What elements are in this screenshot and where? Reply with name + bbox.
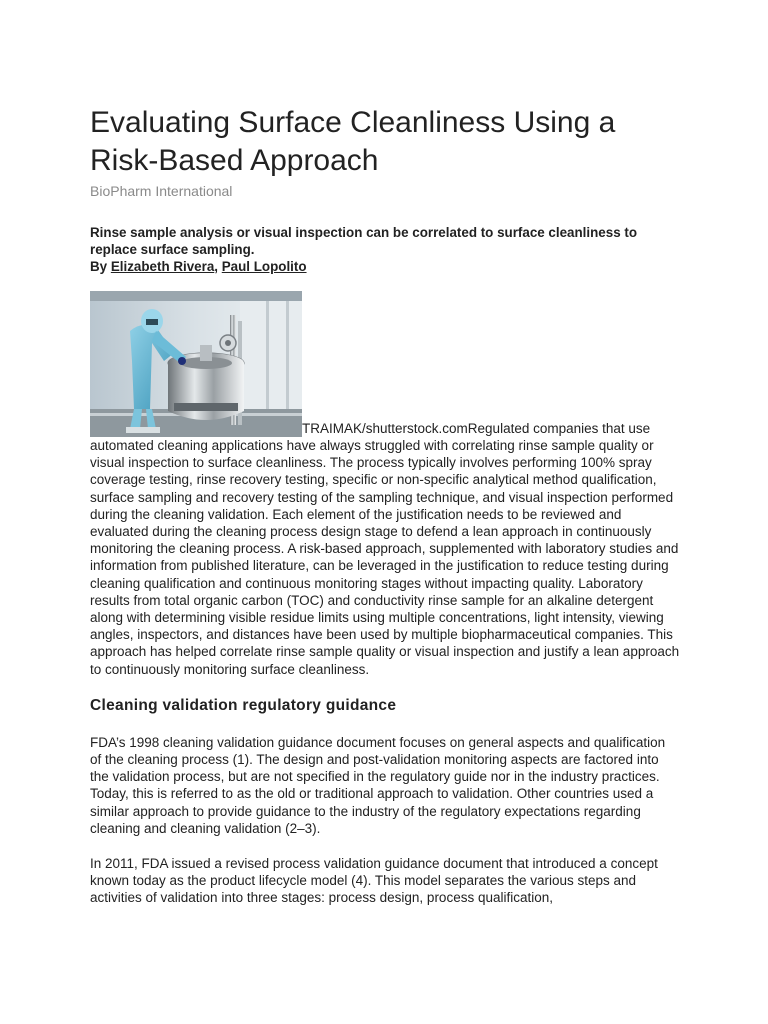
author-separator: , [214, 259, 222, 274]
article-dek: Rinse sample analysis or visual inspection can be correlated to surface cleanliness to replace surface sampling. [90, 225, 637, 257]
body-paragraph-2: In 2011, FDA issued a revised process validation guidance document that introduced a concept known today as the product lifecycle model (4). This model separates the various steps and activities of validation into three stages: process design, process qualification, [90, 856, 658, 906]
byline-prefix: By [90, 259, 111, 274]
publication-source: BioPharm International [90, 183, 233, 199]
section-heading-cleaning-validation: Cleaning validation regulatory guidance [90, 696, 397, 714]
author-link-paul-lopolito[interactable]: Paul Lopolito [221, 259, 307, 274]
intro-paragraph [90, 291, 680, 678]
author-link-elizabeth-rivera[interactable]: Elizabeth Rivera [110, 259, 215, 274]
article [90, 104, 680, 907]
cleanroom-technician-photo [90, 291, 302, 437]
article-title: Evaluating Surface Cleanliness Using a Risk-Based Approach [90, 106, 616, 177]
byline [90, 258, 680, 275]
body-paragraph-1: FDA’s 1998 cleaning validation guidance document focuses on general aspects and qualification of the cleaning process (1). The design and post-validation monitoring aspects are factored into the validation process, but are not specified in the regulatory guide nor in the industry practices. Today, this is referred to as the old or traditional approach to validation. Other countries used a similar approach to provide guidance to the industry of the regulatory expectations regarding cleaning and cleaning validation (2–3). [90, 734, 666, 836]
intro-block [90, 291, 680, 678]
intro-text: Regulated companies that use automated cleaning applications have always struggled with correlating rinse sample quality or visual inspection to surface cleanliness. The process typically involves performing 100% spray coverage testing, rinse recovery testing, specific or non-specific analytical method qualification, surface sampling and recovery testing of the sampling technique, and visual inspection performed during the cleaning validation. Each element of the justification needs to be reviewed and evaluated during the cleaning process design stage to defend a lean approach in continuously monitoring the cleaning process. A risk-based approach, supplemented with laboratory studies and information from published literature, can be leveraged in the justification to reduce testing during cleaning qualification and continuous monitoring stages without impacting quality. Laboratory results from total organic carbon (TOC) and conductivity rinse sample for an alkaline detergent along with determining visible residue limits using multiple concentrations, light intensity, viewing angles, inspectors, and distances have been used by multiple biopharmaceutical companies. This approach has helped correlate rinse sample quality or visual inspection and justify a lean approach to continuously monitoring surface cleanliness. [90, 420, 680, 677]
image-credit: TRAIMAK/shutterstock.com [302, 420, 468, 436]
